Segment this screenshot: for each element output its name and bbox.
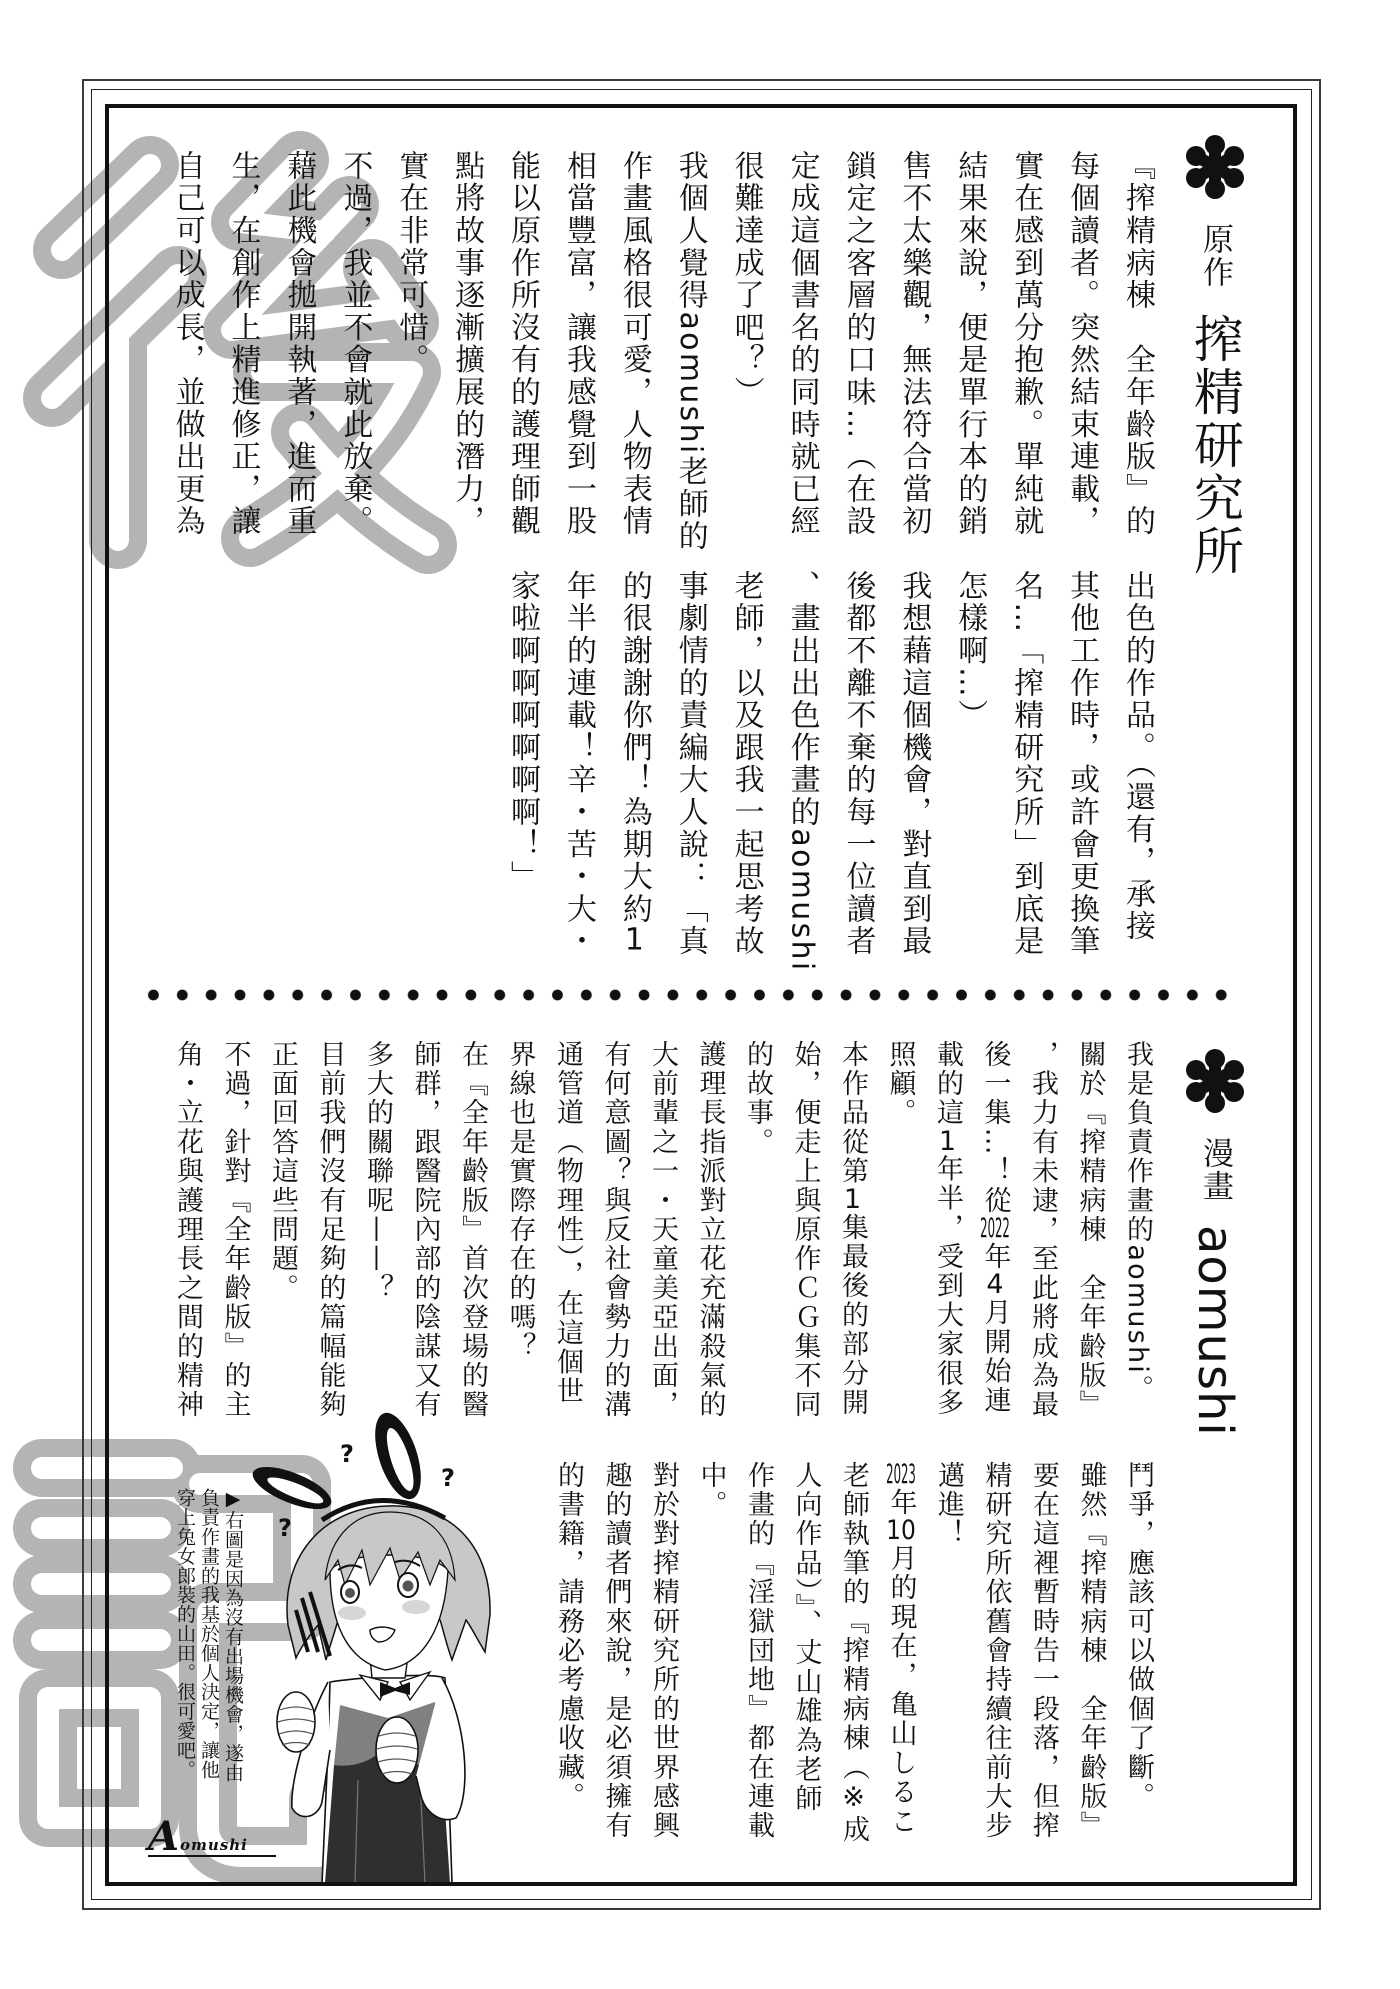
text-column: 定成這個書名的同時就已經	[784, 150, 820, 538]
text-column: 名…「搾精研究所」到底是	[1008, 570, 1044, 958]
text-column: 自己可以成長，並做出更為	[169, 150, 205, 538]
text-column: 精研究所依舊會持續往前大步	[980, 1461, 1012, 1841]
text-column: 作畫的『淫獄団地』都在連載	[743, 1461, 774, 1841]
text-column: 、畫出出色作畫的aomushi	[784, 570, 820, 973]
text-column: 作畫風格很可愛，人物表情	[616, 150, 652, 538]
text-column: 後一集…！從2022年4月開始連	[979, 1040, 1011, 1416]
text-column: 實在感到萬分抱歉。單純就	[1008, 150, 1044, 538]
upright-number: 10	[886, 1517, 916, 1545]
bunny-ear-left	[247, 1458, 336, 1517]
text-column: 護理長指派對立花充滿殺氣的	[694, 1040, 726, 1420]
question-mark: ?	[441, 1464, 455, 1492]
text-column: 藉此機會拋開執著，進而重	[281, 150, 317, 538]
text-column: 售不太樂觀，無法符合當初	[896, 150, 932, 538]
caption-line: 負責作畫的我基於個人決定，讓他	[198, 1488, 220, 1779]
text-column: 很難達成了吧？）	[728, 150, 764, 409]
text-column: 多大的關聯呢——？	[362, 1040, 393, 1303]
text-column: 邁進！	[933, 1461, 964, 1549]
original-text-tier-1	[159, 150, 1165, 553]
text-column: 的故事。	[742, 1040, 773, 1157]
text-column: 本作品從第1集最後的部分開	[837, 1040, 868, 1418]
text-column: 其他工作時，或許會更換筆	[1064, 570, 1100, 958]
text-column: 載的這1年半，受到大家很多	[932, 1040, 963, 1418]
text-column: 實在非常可惜。	[393, 150, 429, 377]
text-column: 師群，跟醫院內部的陰謀又有	[409, 1040, 441, 1420]
text-column: 老師，以及跟我一起思考故	[728, 570, 764, 958]
text-column: 對於對搾精研究所的世界感興	[648, 1461, 679, 1841]
text-column: 怎樣啊…）	[952, 570, 988, 732]
text-column: 相當豐富，讓我感覺到一股	[560, 150, 596, 538]
text-column: 始，便走上與原作ＣＧ集不同	[789, 1040, 821, 1420]
asterisk-icon	[1183, 1049, 1247, 1113]
text-column: 後都不離不棄的每一位讀者	[840, 570, 876, 958]
text-column: 點將故事逐漸擴展的潛力，	[449, 150, 485, 538]
text-column: 老師執筆的『搾精病棟（※成	[838, 1461, 869, 1845]
text-column: 在『全年齡版』首次登場的醫	[457, 1040, 488, 1420]
text-column: 生，在創作上精進修正，讓	[225, 150, 261, 538]
upright-number: 1	[938, 1127, 957, 1155]
manga-author-name: aomushi	[1187, 1225, 1243, 1437]
bunny-girl-illustration	[230, 1400, 530, 1883]
manga-text-tier-2	[545, 1461, 1163, 1881]
text-column: 事劇情的責編大人說：「真	[672, 570, 708, 958]
upright-number: 4	[986, 1271, 1004, 1299]
text-column: 人向作品）』、丈山雄為老師	[790, 1461, 822, 1814]
caption-line: ▶右圖是因為沒有出場機會，遂由	[222, 1488, 244, 1782]
text-column: 『搾精病棟 全年齡版』的	[1120, 150, 1155, 538]
text-column: 我個人覺得aomushi老師的	[672, 150, 708, 553]
original-role-label: 原作	[1197, 223, 1233, 289]
text-column: 雖然『搾精病棟 全年齡版』	[1075, 1461, 1107, 1841]
upright-number: 2022	[980, 1215, 1010, 1243]
text-column: 照顧。	[884, 1040, 916, 1128]
text-column: 2023年10月的現在，亀山しるこ	[885, 1461, 917, 1837]
upright-number: 1	[843, 1186, 862, 1213]
text-column: 有何意圖？與反社會勢力的溝	[599, 1040, 631, 1420]
asterisk-icon	[1183, 135, 1247, 199]
text-column: 出色的作品。（還有，承接	[1120, 570, 1155, 943]
upright-number: 2023	[886, 1461, 916, 1488]
bunny-ear-right	[366, 1407, 430, 1504]
text-column: 家啦啊啊啊啊啊啊！」	[505, 570, 541, 893]
text-column: 要在這裡暫時告一段落，但搾	[1028, 1461, 1059, 1841]
original-text-tier-2	[494, 570, 1165, 973]
text-column: 鬥爭，應該可以做個了斷。	[1123, 1461, 1154, 1812]
text-column: 大前輩之一・天童美亞出面，	[647, 1040, 678, 1420]
text-column: ，我力有未逮，至此將成為最	[1027, 1040, 1058, 1420]
text-column: 不過，針對『全年齡版』的主	[219, 1040, 251, 1420]
text-column: 目前我們沒有足夠的篇幅能夠	[314, 1040, 346, 1420]
text-column: 的書籍，請務必考慮收藏。	[553, 1461, 584, 1812]
text-column: 正面回答這些問題。	[267, 1040, 298, 1303]
original-author-name: 搾精研究所	[1186, 313, 1244, 578]
text-column: 通管道（物理性），在這個世	[552, 1040, 583, 1407]
dotted-divider	[139, 989, 1236, 1001]
text-column: 關於『搾精病棟 全年齡版』	[1074, 1040, 1106, 1420]
text-column: 年半的連載！辛・苦・大・	[560, 570, 596, 958]
text-column: 角・立花與護理長之間的精神	[172, 1040, 203, 1420]
text-column: 結果來說，便是單行本的銷	[952, 150, 988, 538]
artist-signature: Aomushi	[148, 1822, 276, 1857]
text-column: 的很謝謝你們！為期大約1	[616, 570, 652, 956]
text-column: 鎖定之客層的口味…（在設	[840, 150, 876, 538]
illustration-caption	[173, 1488, 245, 1818]
text-column: 趣的讀者們來說，是必須擁有	[600, 1461, 632, 1841]
manga-role-label: 漫畫	[1197, 1137, 1233, 1203]
caption-line: 穿上兔女郎裝的山田。很可愛吧。	[174, 1488, 196, 1779]
upright-number: 1	[624, 925, 644, 956]
question-mark: ?	[340, 1440, 354, 1468]
text-column: 每個讀者。突然結束連載，	[1064, 150, 1100, 538]
text-column: 不過，我並不會就此放棄。	[337, 150, 373, 538]
text-column: 我想藉這個機會，對直到最	[896, 570, 932, 958]
text-column: 中。	[695, 1461, 727, 1520]
question-mark: ?	[278, 1514, 292, 1542]
text-column: 能以原作所沒有的護理師觀	[505, 150, 541, 538]
manga-text-tier-1	[164, 1040, 1162, 1460]
text-column: 我是負責作畫的aomushi。	[1122, 1040, 1153, 1405]
text-column: 界線也是實際存在的嗎？	[504, 1040, 536, 1362]
